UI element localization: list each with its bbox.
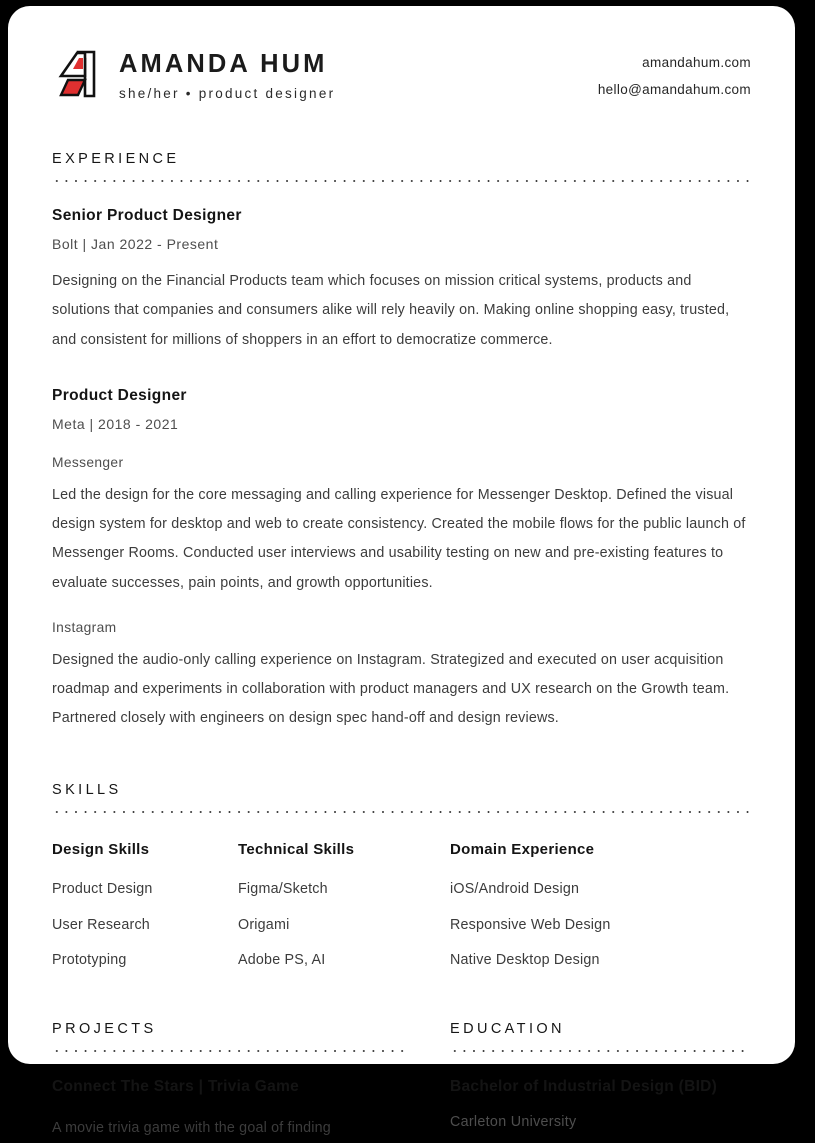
section-education (450, 1021, 751, 1143)
dotted-divider (450, 1050, 751, 1052)
job-subsection-label: Instagram (52, 619, 117, 635)
job-title: Product Designer (52, 386, 187, 404)
job-title: Senior Product Designer (52, 206, 242, 224)
job-description: Designing on the Financial Products team which focuses on mission critical systems, products and solutions that companies and consumers alike will rely heavily on. Making online shopping easy, trusted, and consistent for millions of shoppers in an effort to democratize commerce. (52, 272, 730, 348)
skills-column-domain (450, 841, 751, 968)
resume-card (8, 6, 795, 1137)
skill-item: iOS/Android Design (450, 881, 580, 898)
job-meta: Bolt | Jan 2022 - Present (52, 236, 219, 253)
section-experience (52, 151, 751, 734)
job-subsection-label: Messenger (52, 455, 124, 471)
job-description: Led the design for the core messaging and calling experience for Messenger Desktop. Defined the visual design system for desktop and web to create consistency. Created the mobile flows for the public launch of Messenger Rooms. Conducted user interviews and usability testing on new and pre-existing features to evaluate successes, pain points, and growth opportunities. (52, 486, 746, 591)
name-block (119, 48, 335, 101)
resume-header (52, 46, 751, 101)
tagline: she/her • product designer (119, 85, 336, 101)
section-title-education: EDUCATION (450, 1020, 565, 1037)
skills-grid (52, 841, 751, 968)
project-title: Connect The Stars | Trivia Game (52, 1077, 300, 1095)
amanda-hum-monogram-logo-icon (52, 50, 98, 98)
school-name: Carleton University (450, 1114, 577, 1131)
skills-column-heading: Technical Skills (238, 841, 355, 859)
skill-item: Figma/Sketch (238, 881, 328, 898)
skill-item: Prototyping (52, 951, 127, 968)
dotted-divider (52, 811, 751, 813)
skill-item: Native Desktop Design (450, 951, 600, 968)
contact-website[interactable]: amandahum.com (642, 55, 751, 70)
job-entry (52, 207, 751, 355)
section-projects-education (52, 1021, 751, 1143)
skill-item: Responsive Web Design (450, 916, 611, 933)
dotted-divider (52, 1050, 406, 1052)
skill-item: Adobe PS, AI (238, 951, 326, 968)
full-name: AMANDA HUM (119, 50, 328, 78)
contact-email[interactable]: hello@amandahum.com (597, 81, 751, 97)
skills-column-technical (238, 841, 450, 968)
section-title-skills: SKILLS (52, 782, 122, 799)
section-projects (52, 1021, 450, 1143)
section-skills (52, 782, 751, 968)
contact-block (598, 48, 751, 96)
job-meta: Meta | 2018 - 2021 (52, 416, 179, 433)
skill-item: Product Design (52, 881, 153, 898)
skills-column-heading: Design Skills (52, 841, 150, 859)
job-entry (52, 387, 751, 734)
job-description: Designed the audio-only calling experience on Instagram. Strategized and executed on user acquisition roadmap and experiments in collaboration with product managers and UX research on the Growth team. Partnered closely with engineers on design spec hand-off and design reviews. (52, 651, 730, 727)
dotted-divider (52, 180, 751, 182)
project-description: A movie trivia game with the goal of finding (52, 1120, 331, 1137)
section-title-projects: PROJECTS (52, 1020, 157, 1037)
section-title-experience: EXPERIENCE (52, 150, 180, 167)
skills-column-heading: Domain Experience (450, 841, 595, 859)
skill-item: User Research (52, 916, 150, 933)
degree-title: Bachelor of Industrial Design (BID) (450, 1077, 718, 1095)
identity-block (52, 48, 335, 101)
skill-item: Origami (238, 916, 290, 933)
skills-column-design (52, 841, 238, 968)
